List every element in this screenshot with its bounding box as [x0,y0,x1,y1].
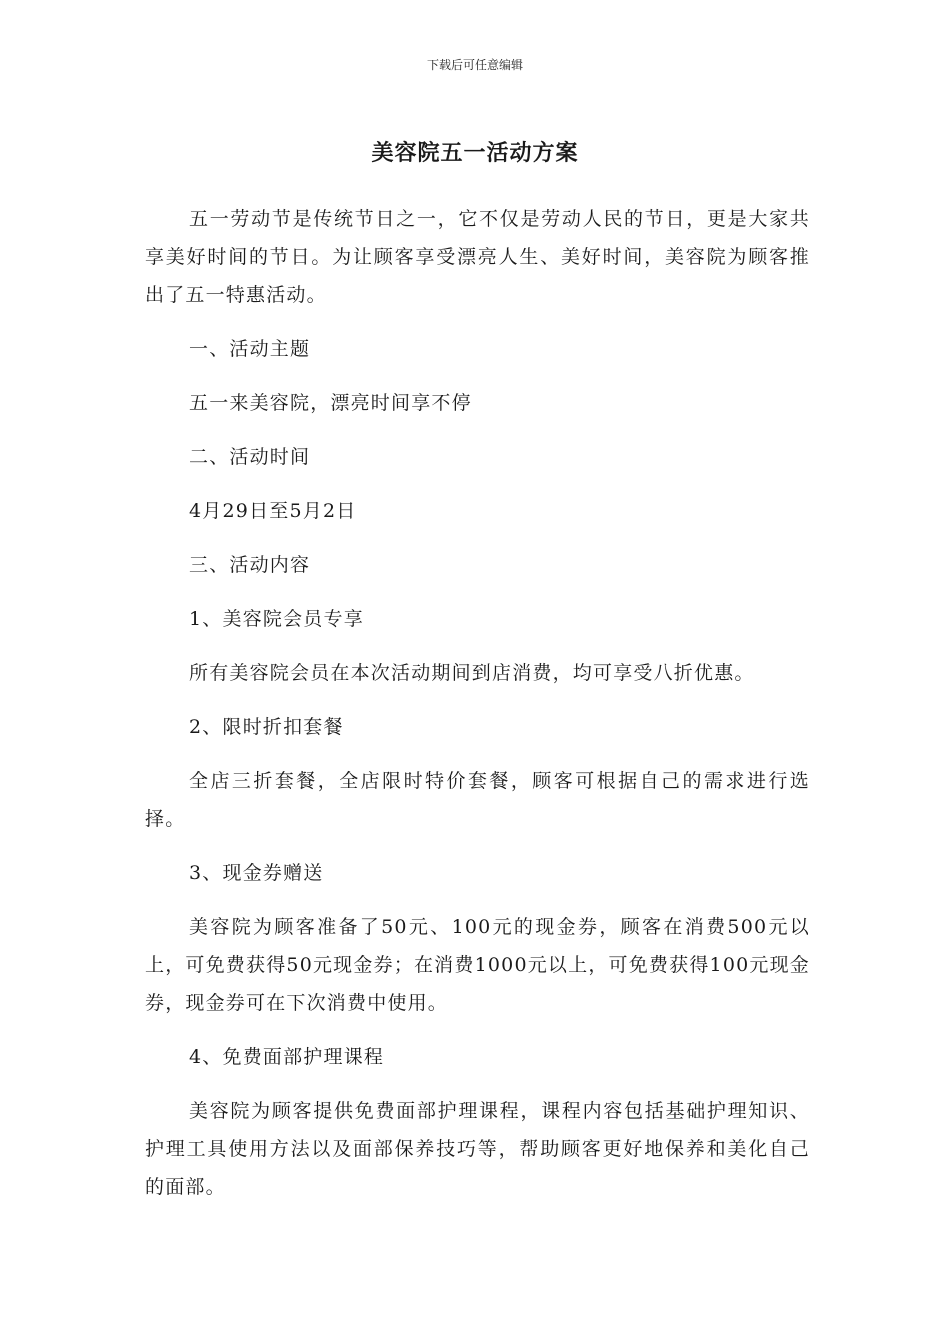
item-text-member: 所有美容院会员在本次活动期间到店消费，均可享受八折优惠。 [189,662,755,684]
item-heading-discount: 2、限时折扣套餐 [189,716,344,738]
theme-text: 五一来美容院，漂亮时间享不停 [189,392,472,414]
document-title: 美容院五一活动方案 [371,141,579,166]
item-heading-voucher: 3、现金券赠送 [189,862,324,884]
item-text-voucher: 美容院为顾客准备了50元、100元的现金券，顾客在消费500元以上，可免费获得50元现金券；在消费1000元以上，可免费获得100元现金券，现金券可在下次消费中使用。 [145,916,810,1014]
time-text: 4月29日至5月2日 [189,500,357,522]
item-heading-course: 4、免费面部护理课程 [189,1046,385,1068]
intro-paragraph: 五一劳动节是传统节日之一，它不仅是劳动人民的节日，更是大家共享美好时间的节日。为让顾客享受漂亮人生、美好时间，美容院为顾客推出了五一特惠活动。 [145,208,810,306]
item-heading-member: 1、美容院会员专享 [189,608,364,630]
item-text-discount: 全店三折套餐，全店限时特价套餐，顾客可根据自己的需求进行选择。 [145,770,810,830]
item-text-course: 美容院为顾客提供免费面部护理课程，课程内容包括基础护理知识、护理工具使用方法以及面部保养技巧等，帮助顾客更好地保养和美化自己的面部。 [145,1100,810,1198]
section-heading-content: 三、活动内容 [189,554,311,576]
header-note: 下载后可任意编辑 [426,58,523,72]
section-heading-theme: 一、活动主题 [189,338,311,360]
document-body [145,200,810,1222]
section-heading-time: 二、活动时间 [189,446,311,468]
